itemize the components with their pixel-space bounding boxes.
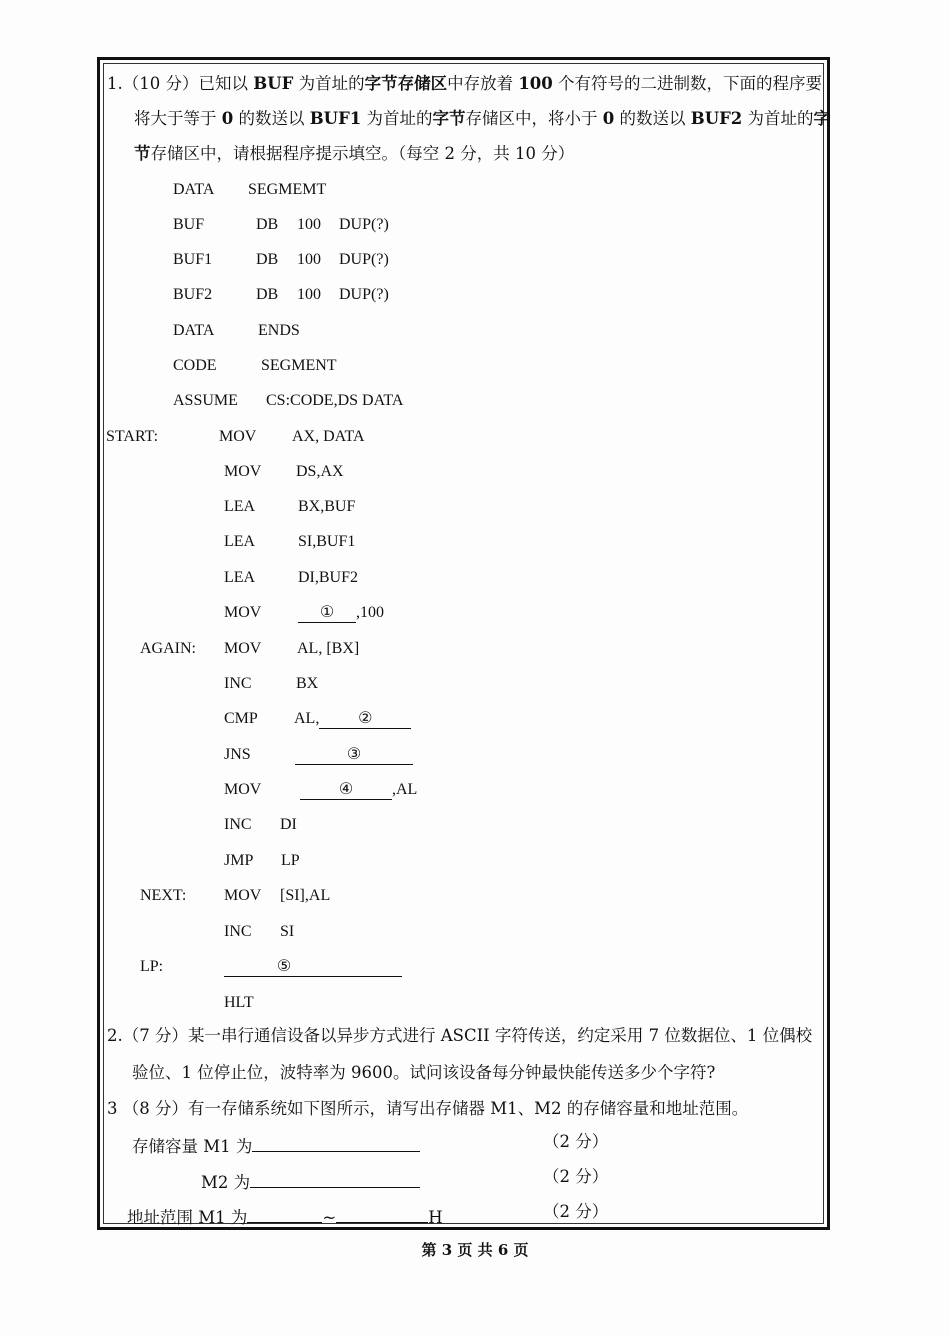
code-arg: [SI],AL xyxy=(280,887,331,904)
code-assume-arg: CS:CODE,DS DATA xyxy=(266,392,404,409)
blank-4[interactable]: ④ xyxy=(300,781,392,800)
code-op: JNS xyxy=(224,746,251,763)
q2-line-2: 验位、1 位停止位，波特率为 9600。试问该设备每分钟最快能传送多少个字符? xyxy=(132,1063,716,1082)
code-label-lp: LP: xyxy=(140,958,164,975)
code-op: MOV xyxy=(224,640,262,657)
code-buf-db: DB xyxy=(256,216,279,233)
q1-line-2: 将大于等于 0 的数送以 BUF1 为首址的字节存储区中，将小于 0 的数送以 BUF2 为首址的字 xyxy=(134,109,831,128)
code-blank-4-line: ④ ,AL xyxy=(300,779,417,801)
code-op: CMP xyxy=(224,710,258,727)
code-buf2-dup: DUP(?) xyxy=(339,286,389,303)
code-op: LEA xyxy=(224,569,256,586)
code-buf-count: 100 xyxy=(297,216,321,233)
code-blank-2-line: AL, ② xyxy=(294,708,411,730)
code-data-ends-kw: ENDS xyxy=(258,322,300,339)
code-op: MOV xyxy=(224,604,262,621)
code-op: HLT xyxy=(224,994,254,1011)
code-arg: BX,BUF xyxy=(298,498,356,515)
code-op: LEA xyxy=(224,533,256,550)
code-op: MOV xyxy=(219,428,257,445)
code-buf2-label: BUF2 xyxy=(173,286,213,303)
code-op: INC xyxy=(224,923,252,940)
code-buf-dup: DUP(?) xyxy=(339,216,389,233)
page-number: 第 3 页 共 6 页 xyxy=(421,1241,529,1259)
code-arg: AX, DATA xyxy=(292,428,365,445)
blank-5[interactable]: ⑤ xyxy=(224,958,402,977)
score-label: （2 分） xyxy=(543,1167,609,1186)
code-op: INC xyxy=(224,675,252,692)
code-arg: BX xyxy=(296,675,319,692)
code-buf1-dup: DUP(?) xyxy=(339,251,389,268)
code-arg: SI xyxy=(280,923,295,940)
code-label-start: START: xyxy=(106,428,159,445)
code-data-segment: DATA xyxy=(173,181,215,198)
score-label: （2 分） xyxy=(543,1202,609,1221)
code-buf2-count: 100 xyxy=(297,286,321,303)
code-code-segment-kw: SEGMENT xyxy=(261,357,337,374)
code-buf-label: BUF xyxy=(173,216,205,233)
code-blank-1-line: ① ,100 xyxy=(298,602,384,624)
code-op: LEA xyxy=(224,498,256,515)
blank-1[interactable]: ① xyxy=(298,604,356,623)
code-op: MOV xyxy=(224,781,262,798)
code-data-ends: DATA xyxy=(173,322,215,339)
code-buf1-count: 100 xyxy=(297,251,321,268)
code-data-segment-kw: SEGMEMT xyxy=(248,181,327,198)
code-arg: DS,AX xyxy=(296,463,344,480)
q2-line-1: 2.（7 分）某一串行通信设备以异步方式进行 ASCII 字符传送，约定采用 7 位数据位、1 位偶校 xyxy=(107,1026,813,1045)
code-assume: ASSUME xyxy=(173,392,238,409)
code-buf1-label: BUF1 xyxy=(173,251,213,268)
code-op: INC xyxy=(224,816,252,833)
code-buf1-db: DB xyxy=(256,251,279,268)
q3-line-1: 3 （8 分）有一存储系统如下图所示，请写出存储器 M1、M2 的存储容量和地址范围。 xyxy=(107,1099,749,1118)
code-blank-3-line xyxy=(295,744,413,766)
code-code-segment: CODE xyxy=(173,357,217,374)
blank-2[interactable]: ② xyxy=(319,710,411,729)
code-buf2-db: DB xyxy=(256,286,279,303)
code-label-again: AGAIN: xyxy=(140,640,196,657)
code-label-next: NEXT: xyxy=(140,887,187,904)
code-op: JMP xyxy=(224,852,254,869)
code-arg: DI,BUF2 xyxy=(298,569,359,586)
code-arg: LP xyxy=(281,852,300,869)
code-op: MOV xyxy=(224,887,262,904)
q1-line-1: 1.（10 分）已知以 BUF 为首址的字节存储区中存放着 100 个有符号的二进制数，下面的程序要 xyxy=(107,74,823,93)
q3-capacity-m1: 存储容量 M1 为 xyxy=(132,1133,420,1158)
blank-3[interactable]: ③ xyxy=(295,746,413,765)
code-blank-5-line xyxy=(224,956,402,978)
q1-line-3: 节存储区中，请根据程序提示填空。（每空 2 分，共 10 分） xyxy=(134,144,575,163)
q3-address-m1: 地址范围 M1 为 ~ H xyxy=(127,1204,443,1229)
answer-capacity-m2[interactable] xyxy=(250,1169,420,1188)
score-label: （2 分） xyxy=(543,1132,609,1151)
answer-address-m1-end[interactable] xyxy=(336,1204,428,1223)
code-arg: DI xyxy=(280,816,297,833)
answer-address-m1-start[interactable] xyxy=(247,1204,322,1223)
code-arg: AL, [BX] xyxy=(297,640,360,657)
code-arg: SI,BUF1 xyxy=(298,533,356,550)
code-op: MOV xyxy=(224,463,262,480)
q3-capacity-m2: M2 为 xyxy=(201,1169,420,1194)
answer-capacity-m1[interactable] xyxy=(252,1133,420,1152)
page-border xyxy=(97,57,830,1230)
